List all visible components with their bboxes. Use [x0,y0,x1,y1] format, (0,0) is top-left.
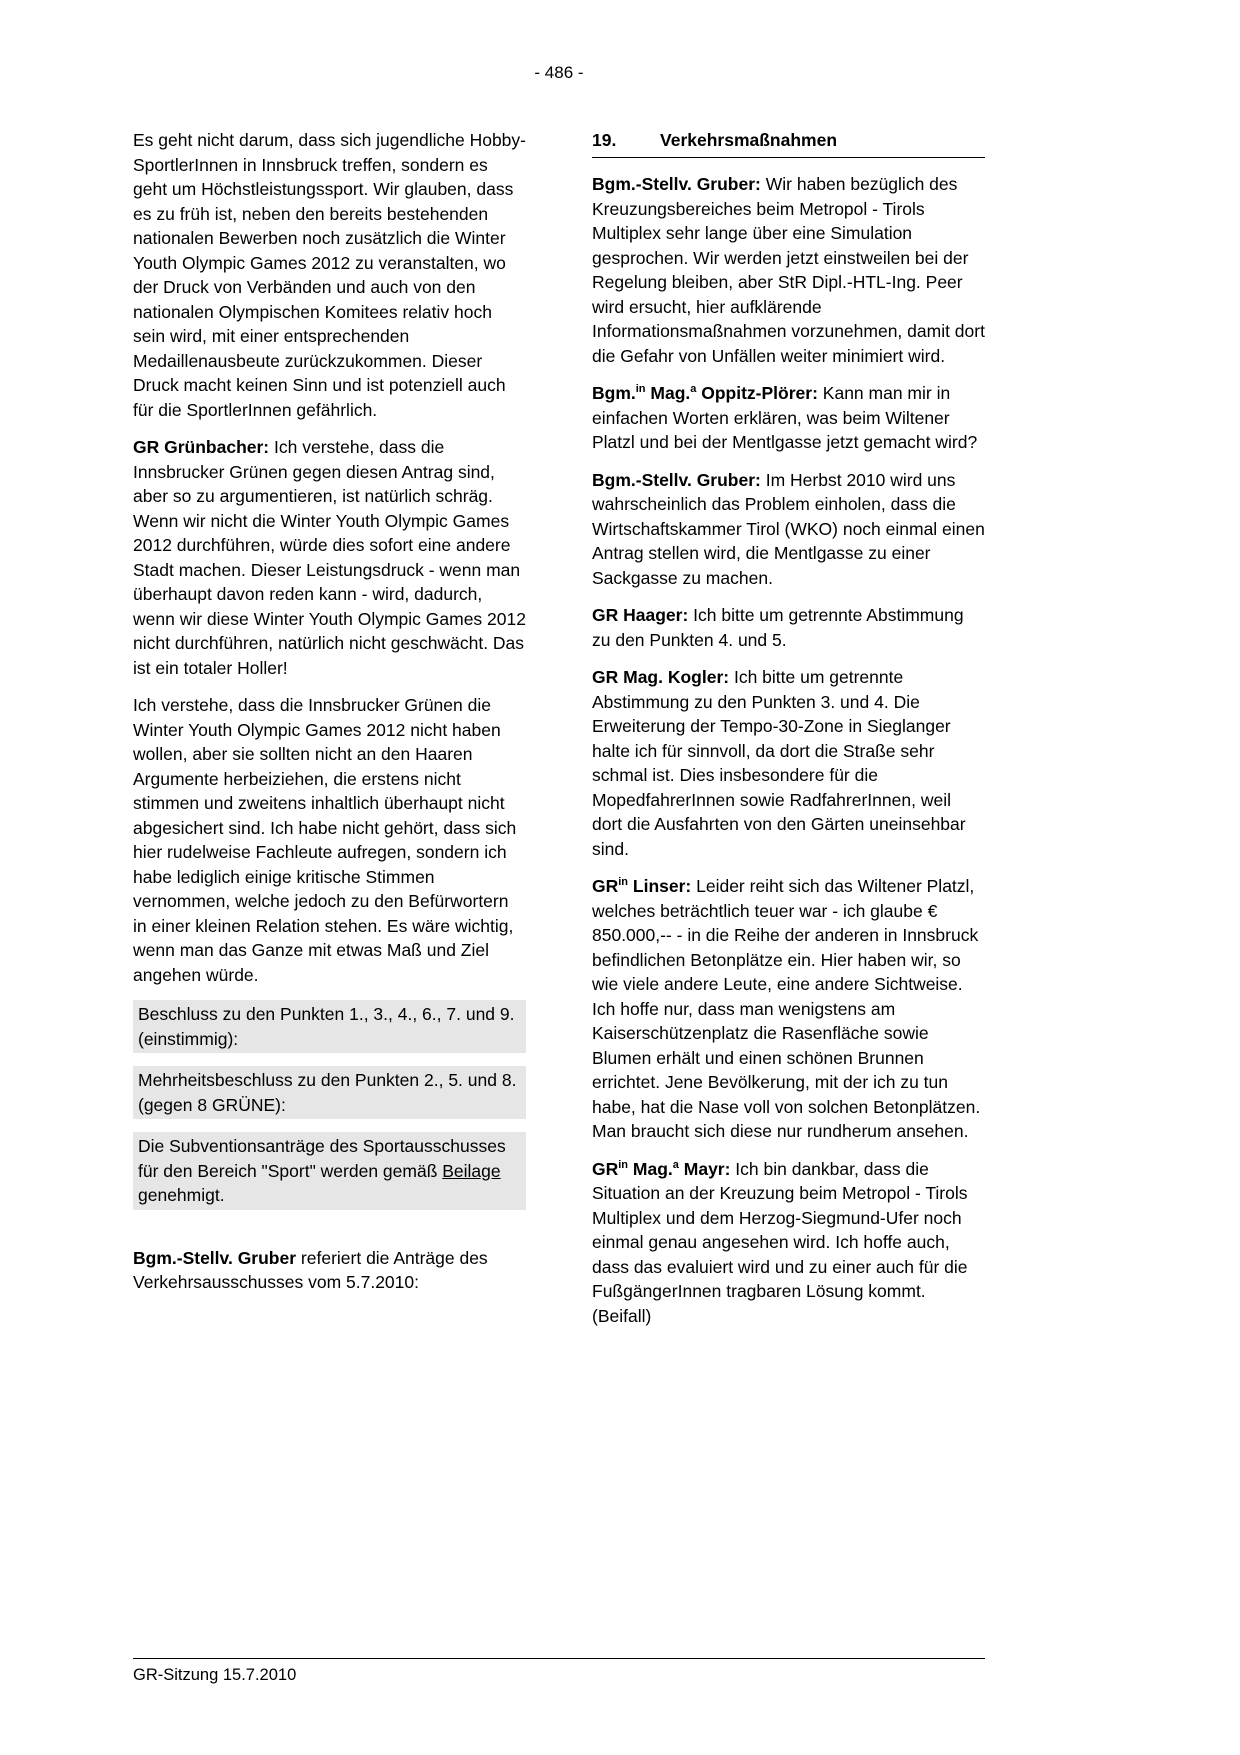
speaker-part: Mayr: [678,1158,731,1179]
decision-text: Die Subventionsanträge des Sportausschusses für den Bereich "Sport" werden gemäß [138,1136,506,1181]
speech-paragraph [133,693,526,987]
decision-block-majority [133,1066,526,1119]
speech-paragraph [592,665,985,861]
speaker-name: GR Mag. Kogler: [592,667,730,687]
speech-paragraph [592,1157,985,1329]
paragraph-text: Ich verstehe, dass die Innsbrucker Grünen die Winter Youth Olympic Games 2012 nicht haben wollen, aber sie sollten nicht an den Haaren Argumente herbeiziehen, die erstens nicht stimmen und zweitens inhaltlich überhaupt nicht abgesichert sind. Ich habe nicht gehört, dass sich hier rudelweise Fachleute aufregen, sondern ich habe lediglich einige kritische Stimmen vernommen, welche jedoch zu den Befürwortern in einer kleinen Relation stehen. Es wäre wichtig, wenn man das Ganze mit etwas Maß und Ziel angehen würde. [133,695,517,985]
page-footer [133,1658,985,1685]
paragraph-text: Leider reiht sich das Wiltener Platzl, welches beträchtlich teuer war - ich glaube € 850.000,-- - in die Reihe der anderen in Innsbruck befindlichen Betonplätze ein. Hier haben wir, so wie viele andere Leute, eine andere Sichtweise. Ich hoffe nur, dass man wenigstens am Kaiserschützenplatz die Rasenfläche sowie Blumen erhält und einen schönen Brunnen errichtet. Jene Bevölkerung, mit der ich zu tun habe, hat die Nase voll von solchen Betonplätzen. Man braucht sich diese nur rundherum ansehen. [592,876,981,1141]
footer-text: GR-Sitzung 15.7.2010 [133,1666,297,1684]
paragraph-text: Ich bitte um getrennte Abstimmung zu den Punkten 3. und 4. Die Erweiterung der Tempo-30-Zone in Sieglanger halte ich für sinnvoll, da dort die Straße sehr schmal ist. Dies insbesondere für die MopedfahrerInnen sowie RadfahrerInnen, weil dort die Ausfahrten von den Gärten uneinsehbar sind. [592,667,966,859]
speech-paragraph [592,874,985,1144]
paragraph-text: Ich verstehe, dass die Innsbrucker Grünen gegen diesen Antrag sind, aber so zu argumentieren, ist natürlich schräg. Wenn wir nicht die Winter Youth Olympic Games 2012 durchführen, würde dies sofort eine andere Stadt machen. Dieser Leistungsdruck - wenn man überhaupt davon reden kann - wird, dadurch, wenn wir diese Winter Youth Olympic Games 2012 nicht durchführen, natürlich nicht geschwächt. Das ist ein totaler Holler! [133,437,526,678]
speech-paragraph [133,435,526,680]
speaker-name: GR Grünbacher: [133,437,270,457]
speaker-name: Bgm.-Stellv. Gruber [133,1247,297,1268]
speaker-part: Mag. [645,383,691,403]
speaker-part: Bgm. [592,383,636,403]
decision-block-unanimous [133,1000,526,1053]
speaker-name [592,1159,730,1179]
speaker-part: GR [592,876,619,896]
speaker-name: Bgm.-Stellv. Gruber: [592,469,761,490]
paragraph-text: Im Herbst 2010 wird uns wahrscheinlich das Problem einholen, dass die Wirtschaftskammer Tirol (WKO) noch einmal einen Antrag stellen wird, die Mentlgasse zu einer Sackgasse zu machen. [592,469,985,588]
speaker-part: GR [592,1158,619,1179]
speaker-superscript: in [618,876,629,889]
speech-paragraph [133,128,526,422]
speaker-part: Oppitz-Plörer: [696,383,818,403]
speaker-superscript: in [635,383,646,396]
decision-text: Mehrheitsbeschluss zu den Punkten 2., 5. und 8. (gegen 8 GRÜNE): [138,1070,517,1115]
speech-paragraph [592,381,985,455]
section-title: Verkehrsmaßnahmen [660,130,838,150]
two-column-content [133,128,985,1341]
speech-paragraph [592,603,985,652]
speaker-superscript: a [690,383,697,396]
decision-text: Beschluss zu den Punkten 1., 3., 4., 6., 7. und 9. (einstimmig): [138,1004,515,1049]
speaker-superscript: a [672,1158,679,1171]
speaker-part: Mag. [628,1158,673,1179]
decision-text: genehmigt. [138,1185,225,1205]
section-heading [592,128,985,158]
speaker-name [592,876,691,896]
speaker-part: Linser: [628,876,692,896]
paragraph-text: Ich bitte um getrennte Abstimmung zu den Punkten 4. und 5. [592,605,964,650]
speech-paragraph [592,172,985,368]
paragraph-text: Kann man mir in einfachen Worten erklären, was beim Wiltener Platzl und bei der Mentlgasse jetzt gemacht wird? [592,383,978,452]
page-number: - 486 - [534,63,584,82]
speech-paragraph [592,468,985,591]
section-number: 19. [592,130,617,150]
left-column [133,128,526,1341]
speaker-name: Bgm.-Stellv. Gruber: [592,174,761,194]
decision-block-subsidies [133,1132,526,1210]
paragraph-text: Es geht nicht darum, dass sich jugendliche Hobby-SportlerInnen in Innsbruck treffen, sondern es geht um Höchstleistungssport. Wir glauben, dass es zu früh ist, neben den bereits bestehenden nationalen Bewerben noch zusätzlich die Winter Youth Olympic Games 2012 zu veranstalten, wo der Druck von Verbänden und auch von den nationalen Olympischen Komitees relativ hoch sein wird, mit einer entsprechenden Medaillenausbeute zurückzukommen. Dieser Druck macht keinen Sinn und ist potenziell auch für die SportlerInnen gefährlich. [133,130,526,420]
paragraph-text: referiert die Anträge des Verkehrsausschusses vom 5.7.2010: [133,1247,488,1292]
speaker-name: GR Haager: [592,605,689,625]
right-column [592,128,985,1341]
speaker-name [592,383,818,403]
speech-paragraph [133,1246,526,1295]
beilage-reference: Beilage [442,1160,501,1181]
paragraph-text: Ich bin dankbar, dass die Situation an der Kreuzung beim Metropol - Tirols Multiplex und dem Herzog-Siegmund-Ufer noch einmal genau angesehen wird. Ich hoffe auch, dass das evaluiert wird und zu einer auch für die FußgängerInnen tragbaren Lösung kommt. (Beifall) [592,1158,968,1326]
speaker-superscript: in [618,1158,629,1171]
paragraph-text: Wir haben bezüglich des Kreuzungsbereiches beim Metropol - Tirols Multiplex sehr lange über eine Simulation gesprochen. Wir werden jetzt einstweilen bei der Regelung bleiben, aber StR Dipl.-HTL-Ing. Peer wird ersucht, hier aufklärende Informationsmaßnahmen vorzunehmen, damit dort die Gefahr von Unfällen weiter minimiert wird. [592,174,985,366]
